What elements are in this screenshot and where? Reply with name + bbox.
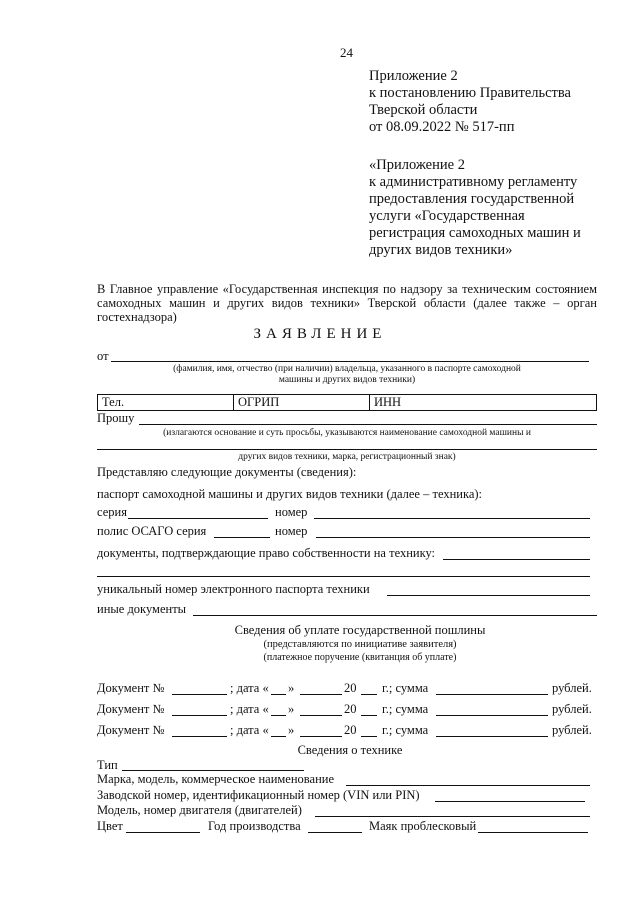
brand-label: Марка, модель, коммерческое наименование bbox=[97, 772, 334, 786]
vin-label: Заводской номер, идентификационный номер (VIN или PIN) bbox=[97, 788, 420, 802]
fee-month-field[interactable] bbox=[300, 736, 342, 737]
year-label: Год производства bbox=[208, 819, 301, 833]
series-field[interactable] bbox=[128, 518, 268, 519]
osago-label: полис ОСАГО серия bbox=[97, 524, 207, 538]
hint-line: машины и других видов техники) bbox=[278, 375, 416, 385]
fee-date-close: » bbox=[288, 702, 295, 716]
fee-doc-label: Документ № bbox=[97, 702, 165, 716]
appendix-line: предоставления государственной bbox=[369, 191, 575, 207]
epassport-field[interactable] bbox=[387, 595, 590, 596]
type-label: Тип bbox=[97, 758, 118, 772]
color-label: Цвет bbox=[97, 819, 123, 833]
ownership-field[interactable] bbox=[443, 559, 590, 560]
ownership-label: документы, подтверждающие право собственности на технику: bbox=[97, 546, 436, 560]
color-field[interactable] bbox=[126, 832, 200, 833]
fee-sum-label: г.; сумма bbox=[382, 681, 429, 695]
hint-line: (фамилия, имя, отчество (при наличии) владельца, указанного в паспорте самоходной bbox=[173, 364, 521, 374]
fee-sum-field[interactable] bbox=[436, 694, 548, 695]
phone-cell[interactable]: Тел. bbox=[98, 395, 234, 411]
fee-doc-number-field[interactable] bbox=[172, 736, 227, 737]
ownership-field-2[interactable] bbox=[97, 576, 590, 577]
fee-currency-label: рублей. bbox=[552, 723, 592, 737]
fee-year-label: 20 bbox=[344, 702, 357, 716]
appendix-line: к административному регламенту bbox=[369, 174, 578, 190]
fee-subtitle: (представляются по инициативе заявителя) bbox=[263, 639, 457, 650]
appendix-line: Приложение 2 bbox=[369, 68, 458, 84]
number-field[interactable] bbox=[314, 518, 590, 519]
docs-intro: Представляю следующие документы (сведения): bbox=[97, 465, 357, 479]
fee-year-label: 20 bbox=[344, 723, 357, 737]
passport-label: паспорт самоходной машины и других видов техники (далее – техника): bbox=[97, 487, 483, 501]
fee-year-field[interactable] bbox=[361, 715, 377, 716]
from-hint bbox=[97, 364, 597, 386]
brand-field[interactable] bbox=[346, 785, 590, 786]
fee-day-field[interactable] bbox=[271, 715, 286, 716]
fee-date-label: ; дата « bbox=[230, 681, 269, 695]
appendix-block-2 bbox=[369, 157, 581, 259]
fee-currency-label: рублей. bbox=[552, 702, 592, 716]
page-number: 24 bbox=[340, 45, 353, 60]
fee-year-field[interactable] bbox=[361, 694, 377, 695]
fee-sum-field[interactable] bbox=[436, 715, 548, 716]
osago-number-label: номер bbox=[275, 524, 308, 538]
fee-date-close: » bbox=[288, 723, 295, 737]
fee-hint: (платежное поручение (квитанция об уплате) bbox=[263, 652, 457, 663]
request-field-2[interactable] bbox=[97, 449, 597, 450]
fee-sum-label: г.; сумма bbox=[382, 702, 429, 716]
appendix-block-1 bbox=[369, 68, 571, 136]
fee-doc-label: Документ № bbox=[97, 723, 165, 737]
other-docs-field[interactable] bbox=[193, 615, 597, 616]
appendix-line: «Приложение 2 bbox=[369, 157, 465, 173]
beacon-label: Маяк проблесковый bbox=[369, 819, 477, 833]
appendix-line: Тверской области bbox=[369, 102, 478, 118]
addressee: В Главное управление «Государственная инспекция по надзору за техническим состоянием самоходных машин и других видов техники» Тверской области (далее также – орган гостехнадзора) bbox=[97, 282, 597, 324]
appendix-line: от 08.09.2022 № 517-пп bbox=[369, 119, 515, 135]
vehicle-title: Сведения о технике bbox=[297, 743, 403, 757]
request-field[interactable] bbox=[139, 424, 597, 425]
fee-sum-label: г.; сумма bbox=[382, 723, 429, 737]
inn-cell[interactable]: ИНН bbox=[370, 395, 597, 411]
fee-month-field[interactable] bbox=[300, 694, 342, 695]
request-label: Прошу bbox=[97, 411, 135, 425]
document-title: ЗАЯВЛЕНИЕ bbox=[253, 326, 387, 342]
appendix-line: к постановлению Правительства bbox=[369, 85, 571, 101]
fee-day-field[interactable] bbox=[271, 736, 286, 737]
fee-day-field[interactable] bbox=[271, 694, 286, 695]
fee-year-field[interactable] bbox=[361, 736, 377, 737]
engine-label: Модель, номер двигателя (двигателей) bbox=[97, 803, 302, 817]
epassport-label: уникальный номер электронного паспорта техники bbox=[97, 582, 370, 596]
ogrip-cell[interactable]: ОГРИП bbox=[234, 395, 370, 411]
type-field[interactable] bbox=[122, 770, 304, 771]
appendix-line: регистрация самоходных машин и bbox=[369, 225, 581, 241]
fee-date-label: ; дата « bbox=[230, 723, 269, 737]
appendix-line: услуги «Государственная bbox=[369, 208, 525, 224]
fee-year-label: 20 bbox=[344, 681, 357, 695]
fee-currency-label: рублей. bbox=[552, 681, 592, 695]
other-docs-label: иные документы bbox=[97, 602, 187, 616]
fee-doc-number-field[interactable] bbox=[172, 694, 227, 695]
appendix-line: других видов техники» bbox=[369, 242, 513, 258]
fee-date-label: ; дата « bbox=[230, 702, 269, 716]
osago-number-field[interactable] bbox=[316, 537, 590, 538]
osago-series-field[interactable] bbox=[214, 537, 270, 538]
fee-sum-field[interactable] bbox=[436, 736, 548, 737]
fee-doc-label: Документ № bbox=[97, 681, 165, 695]
contacts-table bbox=[97, 394, 597, 411]
series-label: серия bbox=[97, 505, 127, 519]
beacon-field[interactable] bbox=[478, 832, 588, 833]
request-hint-1: (излагаются основание и суть просьбы, указываются наименование самоходной машины и bbox=[163, 428, 531, 438]
fee-doc-number-field[interactable] bbox=[172, 715, 227, 716]
fee-month-field[interactable] bbox=[300, 715, 342, 716]
from-field[interactable] bbox=[111, 361, 589, 362]
year-field[interactable] bbox=[308, 832, 362, 833]
from-label: от bbox=[97, 349, 109, 363]
request-hint-2: других видов техники, марка, регистрационный знак) bbox=[238, 452, 456, 462]
fee-date-close: » bbox=[288, 681, 295, 695]
fee-title: Сведения об уплате государственной пошлины bbox=[234, 623, 486, 637]
vin-field[interactable] bbox=[435, 801, 585, 802]
number-label: номер bbox=[275, 505, 308, 519]
engine-field[interactable] bbox=[315, 816, 590, 817]
